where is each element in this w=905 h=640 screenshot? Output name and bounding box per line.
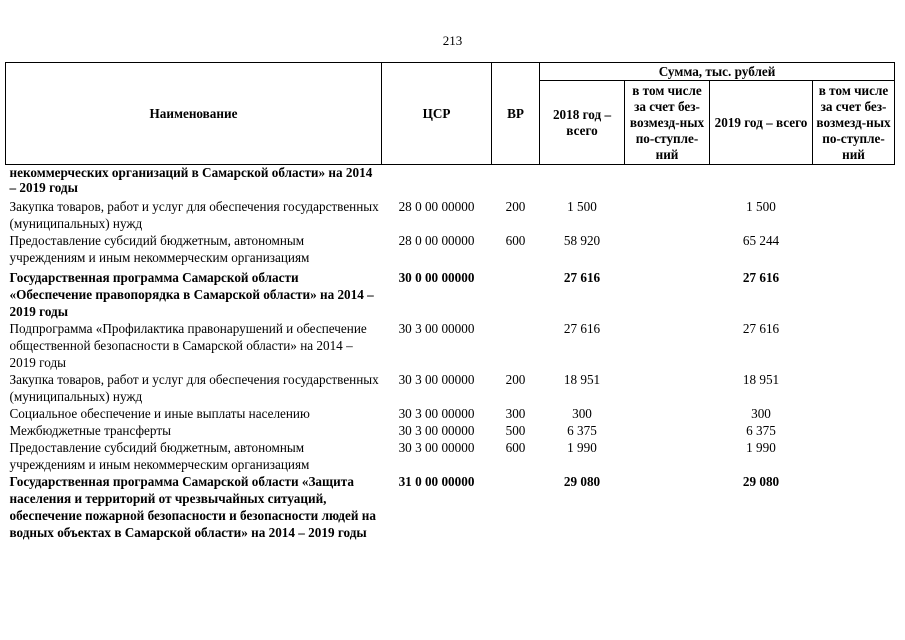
row-2018-grants — [625, 405, 710, 422]
header-2018-grants: в том числе за счет без-возмезд-ных по-ступле-ний — [625, 81, 710, 165]
row-2018-grants — [625, 371, 710, 405]
row-2019-total: 1 500 — [746, 199, 776, 214]
row-csr: 30 3 00 00000 — [398, 372, 475, 387]
row-csr: 30 3 00 00000 — [398, 321, 475, 336]
row-vr: 500 — [505, 423, 526, 438]
table-row — [6, 405, 895, 422]
row-csr: 30 3 00 00000 — [398, 406, 475, 421]
row-2019-total: 300 — [751, 406, 771, 421]
table-row — [6, 320, 895, 371]
row-2019-total: 6 375 — [746, 423, 776, 438]
header-name: Наименование — [6, 63, 382, 165]
row-2018-total: 29 080 — [563, 474, 601, 489]
row-vr: 600 — [505, 233, 526, 248]
row-2019-total: 27 616 — [742, 270, 780, 285]
table-row — [6, 473, 895, 541]
row-name: Социальное обеспечение и иные выплаты населению — [9, 406, 310, 421]
table-row — [6, 439, 895, 473]
row-2019-total: 1 990 — [746, 440, 776, 455]
row-vr: 200 — [505, 199, 526, 214]
row-2019-grants — [813, 473, 895, 541]
row-2018-grants — [625, 439, 710, 473]
row-2018-total: 300 — [572, 406, 592, 421]
row-csr: 30 3 00 00000 — [398, 423, 475, 438]
row-name: Закупка товаров, работ и услуг для обеспечения государственных (муниципальных) нужд — [9, 372, 379, 404]
row-2019-grants — [813, 165, 895, 199]
row-vr — [492, 473, 540, 541]
row-name: Предоставление субсидий бюджетным, автономным учреждениям и иным некоммерческим организациям — [9, 440, 310, 472]
row-csr: 30 3 00 00000 — [398, 440, 475, 455]
row-name: Закупка товаров, работ и услуг для обеспечения государственных (муниципальных) нужд — [9, 199, 379, 231]
row-2019-total: 65 244 — [742, 233, 780, 248]
row-2018-total: 1 500 — [567, 199, 597, 214]
header-csr: ЦСР — [382, 63, 492, 165]
table-row — [6, 269, 895, 320]
row-2018-grants — [625, 269, 710, 320]
row-2019-total: 18 951 — [742, 372, 780, 387]
row-vr: 600 — [505, 440, 526, 455]
row-vr — [492, 165, 540, 199]
table-header — [6, 63, 895, 165]
row-2018-grants — [625, 422, 710, 439]
row-2018-total: 18 951 — [563, 372, 601, 387]
row-csr — [382, 165, 492, 199]
row-name: Подпрограмма «Профилактика правонарушений и обеспечение общественной безопасности в Самарской области» на 2014 – 2019 годы — [9, 321, 367, 370]
row-2019-grants — [813, 405, 895, 422]
row-2019-total: 29 080 — [742, 474, 780, 489]
header-2019-total: 2019 год – всего — [710, 81, 813, 165]
header-2019-grants: в том числе за счет без-возмезд-ных по-ступле-ний — [813, 81, 895, 165]
row-vr — [492, 320, 540, 371]
row-2018-total: 27 616 — [563, 270, 601, 285]
row-name: некоммерческих организаций в Самарской области» на 2014 – 2019 годы — [9, 165, 373, 195]
row-2018-total: 1 990 — [567, 440, 597, 455]
row-2018-total: 6 375 — [567, 423, 597, 438]
row-2018-grants — [625, 232, 710, 269]
row-name: Государственная программа Самарской области «Защита населения и территорий от чрезвычайных ситуаций, обеспечение пожарной безопасности и безопасности людей на водных объектах в Самарской области» на 2014 – 2019 годы — [9, 474, 376, 540]
row-2019-grants — [813, 422, 895, 439]
row-2019-total: 27 616 — [742, 321, 780, 336]
header-vr: ВР — [492, 63, 540, 165]
table-row — [6, 165, 895, 199]
row-2018-total: 58 920 — [563, 233, 601, 248]
row-2018-total: 27 616 — [563, 321, 601, 336]
page-number: 213 — [442, 33, 463, 48]
row-csr: 28 0 00 00000 — [398, 233, 475, 248]
table-row — [6, 422, 895, 439]
row-2019-grants — [813, 439, 895, 473]
row-name: Межбюджетные трансферты — [9, 423, 171, 438]
row-2018-grants — [625, 320, 710, 371]
row-csr: 28 0 00 00000 — [398, 199, 475, 214]
budget-table — [5, 62, 895, 541]
row-2019-grants — [813, 198, 895, 232]
row-name: Государственная программа Самарской области «Обеспечение правопорядка в Самарской области» на 2014 – 2019 годы — [9, 270, 374, 319]
row-vr: 300 — [505, 406, 526, 421]
row-2018-grants — [625, 473, 710, 541]
row-vr — [492, 269, 540, 320]
header-2018-total: 2018 год – всего — [540, 81, 625, 165]
row-csr: 30 0 00 00000 — [398, 270, 475, 285]
row-name: Предоставление субсидий бюджетным, автономным учреждениям и иным некоммерческим организациям — [9, 233, 310, 265]
row-2019-grants — [813, 269, 895, 320]
row-csr: 31 0 00 00000 — [398, 474, 475, 489]
row-2019-grants — [813, 371, 895, 405]
table-row — [6, 232, 895, 269]
row-2018-grants — [625, 198, 710, 232]
table-row — [6, 371, 895, 405]
row-2019-grants — [813, 320, 895, 371]
table-body — [6, 165, 895, 542]
row-vr: 200 — [505, 372, 526, 387]
table-row — [6, 198, 895, 232]
row-2018-total — [540, 165, 625, 199]
row-2019-total — [710, 165, 813, 199]
header-sum: Сумма, тыс. рублей — [540, 63, 895, 81]
row-2018-grants — [625, 165, 710, 199]
row-2019-grants — [813, 232, 895, 269]
